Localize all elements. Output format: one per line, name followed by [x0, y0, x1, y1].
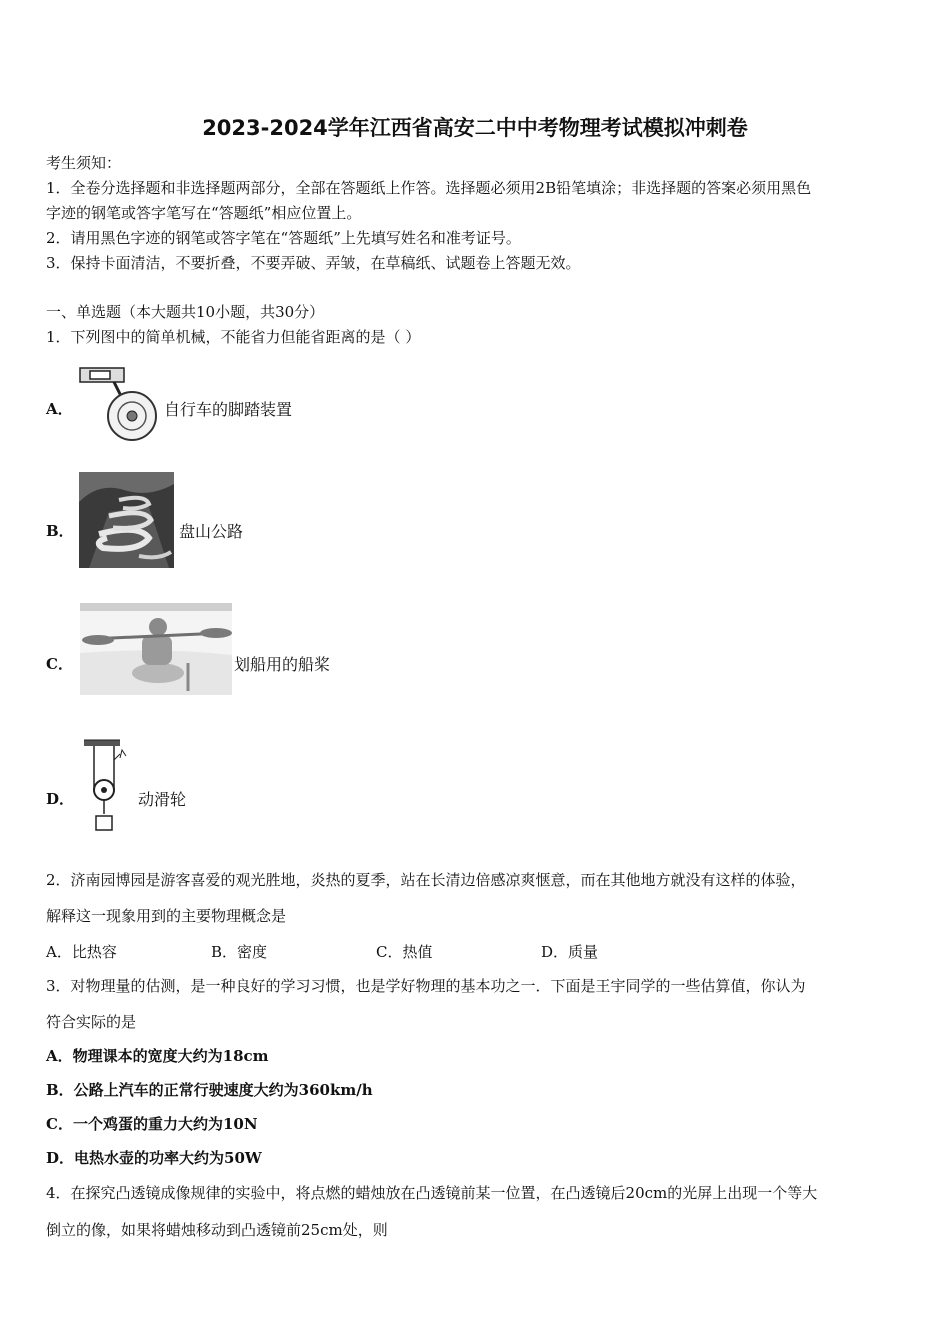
bicycle-pedal-icon: [76, 362, 164, 444]
option-b-letter: B．: [46, 522, 74, 540]
section-heading: 一、单选题（本大题共10小题，共30分）: [46, 303, 325, 321]
question-1-stem: 1．下列图中的简单机械，不能省力但能省距离的是（ ）: [46, 328, 421, 346]
option-d-letter: D．: [46, 790, 75, 808]
option-a-letter: A．: [46, 400, 73, 418]
q2-option-d: D．质量: [541, 943, 599, 961]
q3-option-a: A．物理课本的宽度大约为18cm: [46, 1047, 269, 1065]
question-3-stem: 3．对物理量的估测，是一种良好的学习习惯，也是学好物理的基本功之一．下面是王宇同学的一些估算值，你认为: [46, 977, 806, 995]
q3-option-d: D．电热水壶的功率大约为50W: [46, 1149, 262, 1167]
question-3-stem-cont: 符合实际的是: [46, 1013, 137, 1031]
notice-item: 3．保持卡面清洁，不要折叠，不要弄破、弄皱，在草稿纸、试题卷上答题无效。: [46, 254, 581, 272]
question-4-stem: 4．在探究凸透镜成像规律的实验中，将点燃的蜡烛放在凸透镜前某一位置，在凸透镜后20cm的光屏上出现一个等大: [46, 1184, 818, 1202]
option-c-letter: C．: [46, 655, 73, 673]
question-4-stem-cont: 倒立的像，如果将蜡烛移动到凸透镜前25cm处，则: [46, 1221, 388, 1239]
mountain-road-photo: [79, 472, 174, 568]
notice-heading: 考生须知：: [46, 154, 122, 172]
q3-option-b: B．公路上汽车的正常行驶速度大约为360km/h: [46, 1081, 373, 1099]
option-b-caption: 盘山公路: [179, 522, 244, 541]
option-d-caption: 动滑轮: [138, 790, 187, 809]
q2-option-a: A．比热容: [46, 943, 117, 961]
option-a-caption: 自行车的脚踏装置: [164, 400, 293, 419]
q2-option-b: B．密度: [211, 943, 268, 961]
rowing-photo: [80, 603, 232, 695]
question-2-options: [46, 941, 598, 962]
question-2-stem: 2．济南园博园是游客喜爱的观光胜地，炎热的夏季，站在长清边倍感凉爽惬意，而在其他地方就没有这样的体验，: [46, 871, 806, 889]
q3-option-c: C．一个鸡蛋的重力大约为10N: [46, 1115, 258, 1133]
notice-item: 1．全卷分选择题和非选择题两部分，全部在答题纸上作答。选择题必须用2B铅笔填涂；非选择题的答案必须用黑色: [46, 179, 812, 197]
notice-item: 2．请用黑色字迹的钢笔或答字笔在“答题纸”上先填写姓名和准考证号。: [46, 229, 521, 247]
notice-item: 字迹的钢笔或答字笔写在“答题纸”相应位置上。: [46, 204, 362, 222]
page-title: 2023-2024学年江西省高安二中中考物理考试模拟冲刺卷: [202, 116, 748, 140]
q2-option-c: C．热值: [376, 943, 433, 961]
option-c-caption: 划船用的船桨: [234, 655, 331, 674]
movable-pulley-icon: [82, 736, 132, 836]
question-2-stem-cont: 解释这一现象用到的主要物理概念是: [46, 907, 287, 925]
